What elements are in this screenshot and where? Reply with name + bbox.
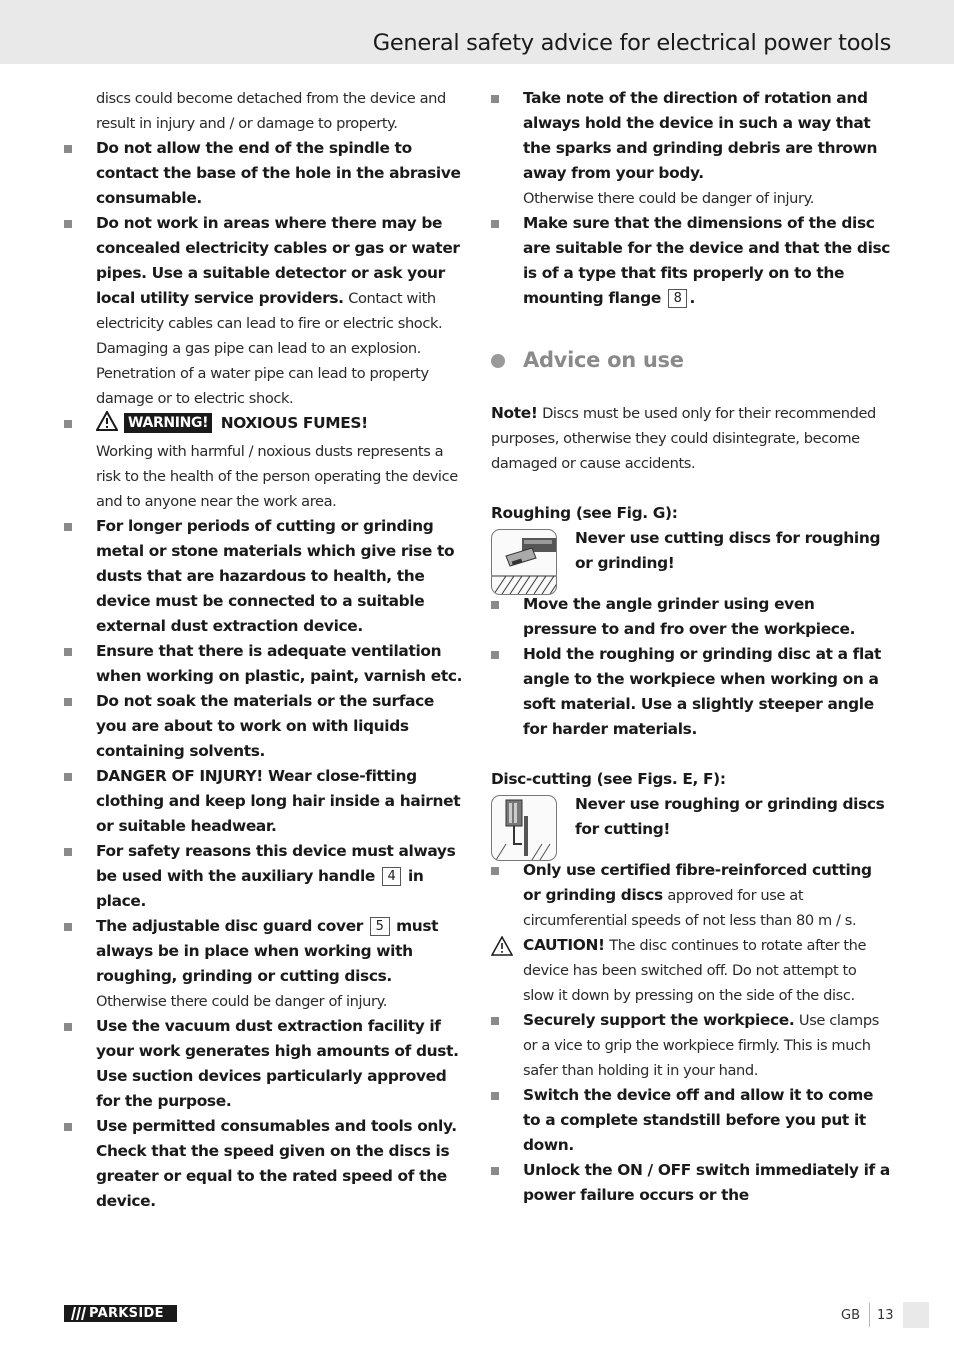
roughing-warning: Never use cutting discs for roughing or grinding! bbox=[575, 529, 881, 572]
page-header bbox=[0, 0, 954, 64]
brand-logo bbox=[64, 1305, 177, 1322]
square-bullet-icon bbox=[64, 648, 72, 656]
part-number-badge: 4 bbox=[382, 867, 402, 886]
footer-tab bbox=[903, 1302, 929, 1328]
list-item-support-workpiece: Securely support the workpiece. Use clamps or a vice to grip the workpiece firmly. This is much safer than holding it in your hand. bbox=[491, 1008, 891, 1083]
logo-stripes-icon bbox=[67, 1305, 87, 1322]
square-bullet-icon bbox=[491, 220, 499, 228]
part-number-badge: 8 bbox=[668, 289, 688, 308]
square-bullet-icon bbox=[64, 1123, 72, 1131]
right-column bbox=[491, 86, 891, 1208]
circle-bullet-icon bbox=[491, 354, 505, 368]
square-bullet-icon bbox=[491, 1017, 499, 1025]
list-item-dust-extraction: For longer periods of cutting or grinding metal or stone materials which give rise to dusts that are hazardous to health, the device must be connected to a suitable external dust extraction device. bbox=[64, 514, 464, 639]
list-item-danger-injury: DANGER OF INJURY! Wear close-fitting clothing and keep long hair inside a hairnet or suitable headwear. bbox=[64, 764, 464, 839]
roughing-figure-icon bbox=[491, 529, 557, 595]
list-item-ventilation: Ensure that there is adequate ventilation when working on plastic, paint, varnish etc. bbox=[64, 639, 464, 689]
square-bullet-icon bbox=[64, 773, 72, 781]
cutting-figure-icon bbox=[491, 795, 557, 861]
list-item-spindle: Do not allow the end of the spindle to contact the base of the hole in the abrasive consumable. bbox=[64, 136, 464, 211]
list-item-move-grinder: Move the angle grinder using even pressure to and fro over the workpiece. bbox=[491, 592, 891, 642]
list-item-vacuum: Use the vacuum dust extraction facility if your work generates high amounts of dust. Use suction devices particularly approved for the purpose. bbox=[64, 1014, 464, 1114]
list-item-solvents: Do not soak the materials or the surface you are about to work on with liquids containing solvents. bbox=[64, 689, 464, 764]
section-heading: Advice on use bbox=[491, 347, 891, 373]
note-paragraph: Note! Discs must be used only for their recommended purposes, otherwise they could disintegrate, become damaged or cause accidents. bbox=[491, 404, 876, 472]
list-item-switch-off: Switch the device off and allow it to come to a complete standstill before you put it down. bbox=[491, 1083, 891, 1158]
square-bullet-icon bbox=[64, 220, 72, 228]
square-bullet-icon bbox=[64, 420, 72, 428]
square-bullet-icon bbox=[491, 601, 499, 609]
roughing-warning-row bbox=[491, 526, 891, 592]
fumes-title: NOXIOUS FUMES! bbox=[220, 414, 368, 432]
logo-text: PARKSIDE bbox=[89, 1306, 164, 1321]
square-bullet-icon bbox=[64, 1023, 72, 1031]
warning-triangle-icon bbox=[96, 411, 118, 439]
warning-triangle-icon bbox=[491, 936, 513, 964]
square-bullet-icon bbox=[64, 698, 72, 706]
list-item-auxiliary-handle: For safety reasons this device must always be used with the auxiliary handle 4 in place. bbox=[64, 839, 464, 914]
part-number-badge: 5 bbox=[370, 917, 390, 936]
page-title: General safety advice for electrical power tools bbox=[372, 30, 891, 56]
cutting-warning-row bbox=[491, 792, 891, 858]
list-item-caution: CAUTION! The disc continues to rotate after the device has been switched off. Do not attempt to slow it down by pressing on the side of the disc. bbox=[491, 933, 891, 1008]
square-bullet-icon bbox=[64, 923, 72, 931]
list-item-consumables: Use permitted consumables and tools only. Check that the speed given on the discs is greater or equal to the rated speed of the device. bbox=[64, 1114, 464, 1214]
cutting-heading: Disc-cutting (see Figs. E, F): bbox=[491, 770, 726, 788]
cutting-warning: Never use roughing or grinding discs for cutting! bbox=[575, 795, 885, 838]
square-bullet-icon bbox=[491, 651, 499, 659]
square-bullet-icon bbox=[491, 95, 499, 103]
square-bullet-icon bbox=[64, 145, 72, 153]
list-item-disc-guard: The adjustable disc guard cover 5 must always be in place when working with roughing, grinding or cutting discs. Otherwise there could be danger of injury. bbox=[64, 914, 464, 1014]
square-bullet-icon bbox=[64, 848, 72, 856]
square-bullet-icon bbox=[491, 1167, 499, 1175]
warning-badge: WARNING! bbox=[124, 413, 212, 433]
list-item-rotation: Take note of the direction of rotation and always hold the device in such a way that the sparks and grinding debris are thrown away from your body. Otherwise there could be danger of injury. bbox=[491, 86, 891, 211]
list-item-certified-discs: Only use certified fibre-reinforced cutting or grinding discs approved for use at circumferential speeds of not less than 80 m / s. bbox=[491, 858, 891, 933]
list-item-concealed-cables: Do not work in areas where there may be concealed electricity cables or gas or water pipes. Use a suitable detector or ask your local utility service providers. Contact with electricity cables can lead to fire or electric shock. Damaging a gas pipe can lead to an explosion. Penetration of a water pipe can lead to property damage or to electric shock. bbox=[64, 211, 464, 411]
square-bullet-icon bbox=[64, 523, 72, 531]
page-number: 13 bbox=[877, 1308, 894, 1323]
list-item-unlock-switch: Unlock the ON / OFF switch immediately if a power failure occurs or the bbox=[491, 1158, 891, 1208]
roughing-heading: Roughing (see Fig. G): bbox=[491, 504, 678, 522]
list-item-noxious-fumes: WARNING! NOXIOUS FUMES! Working with harmful / noxious dusts represents a risk to the health of the person operating the device and to anyone near the work area. bbox=[64, 411, 464, 514]
square-bullet-icon bbox=[491, 867, 499, 875]
list-item-hold-disc: Hold the roughing or grinding disc at a flat angle to the workpiece when working on a soft material. Use a slightly steeper angle for harder materials. bbox=[491, 642, 891, 742]
continued-text: discs could become detached from the device and result in injury and / or damage to property. bbox=[96, 90, 446, 132]
left-column bbox=[64, 86, 464, 1214]
footer-divider bbox=[869, 1303, 870, 1327]
list-item-dimensions: Make sure that the dimensions of the disc are suitable for the device and that the disc is of a type that fits properly on to the mounting flange 8 . bbox=[491, 211, 891, 311]
square-bullet-icon bbox=[491, 1092, 499, 1100]
language-code: GB bbox=[841, 1308, 860, 1323]
